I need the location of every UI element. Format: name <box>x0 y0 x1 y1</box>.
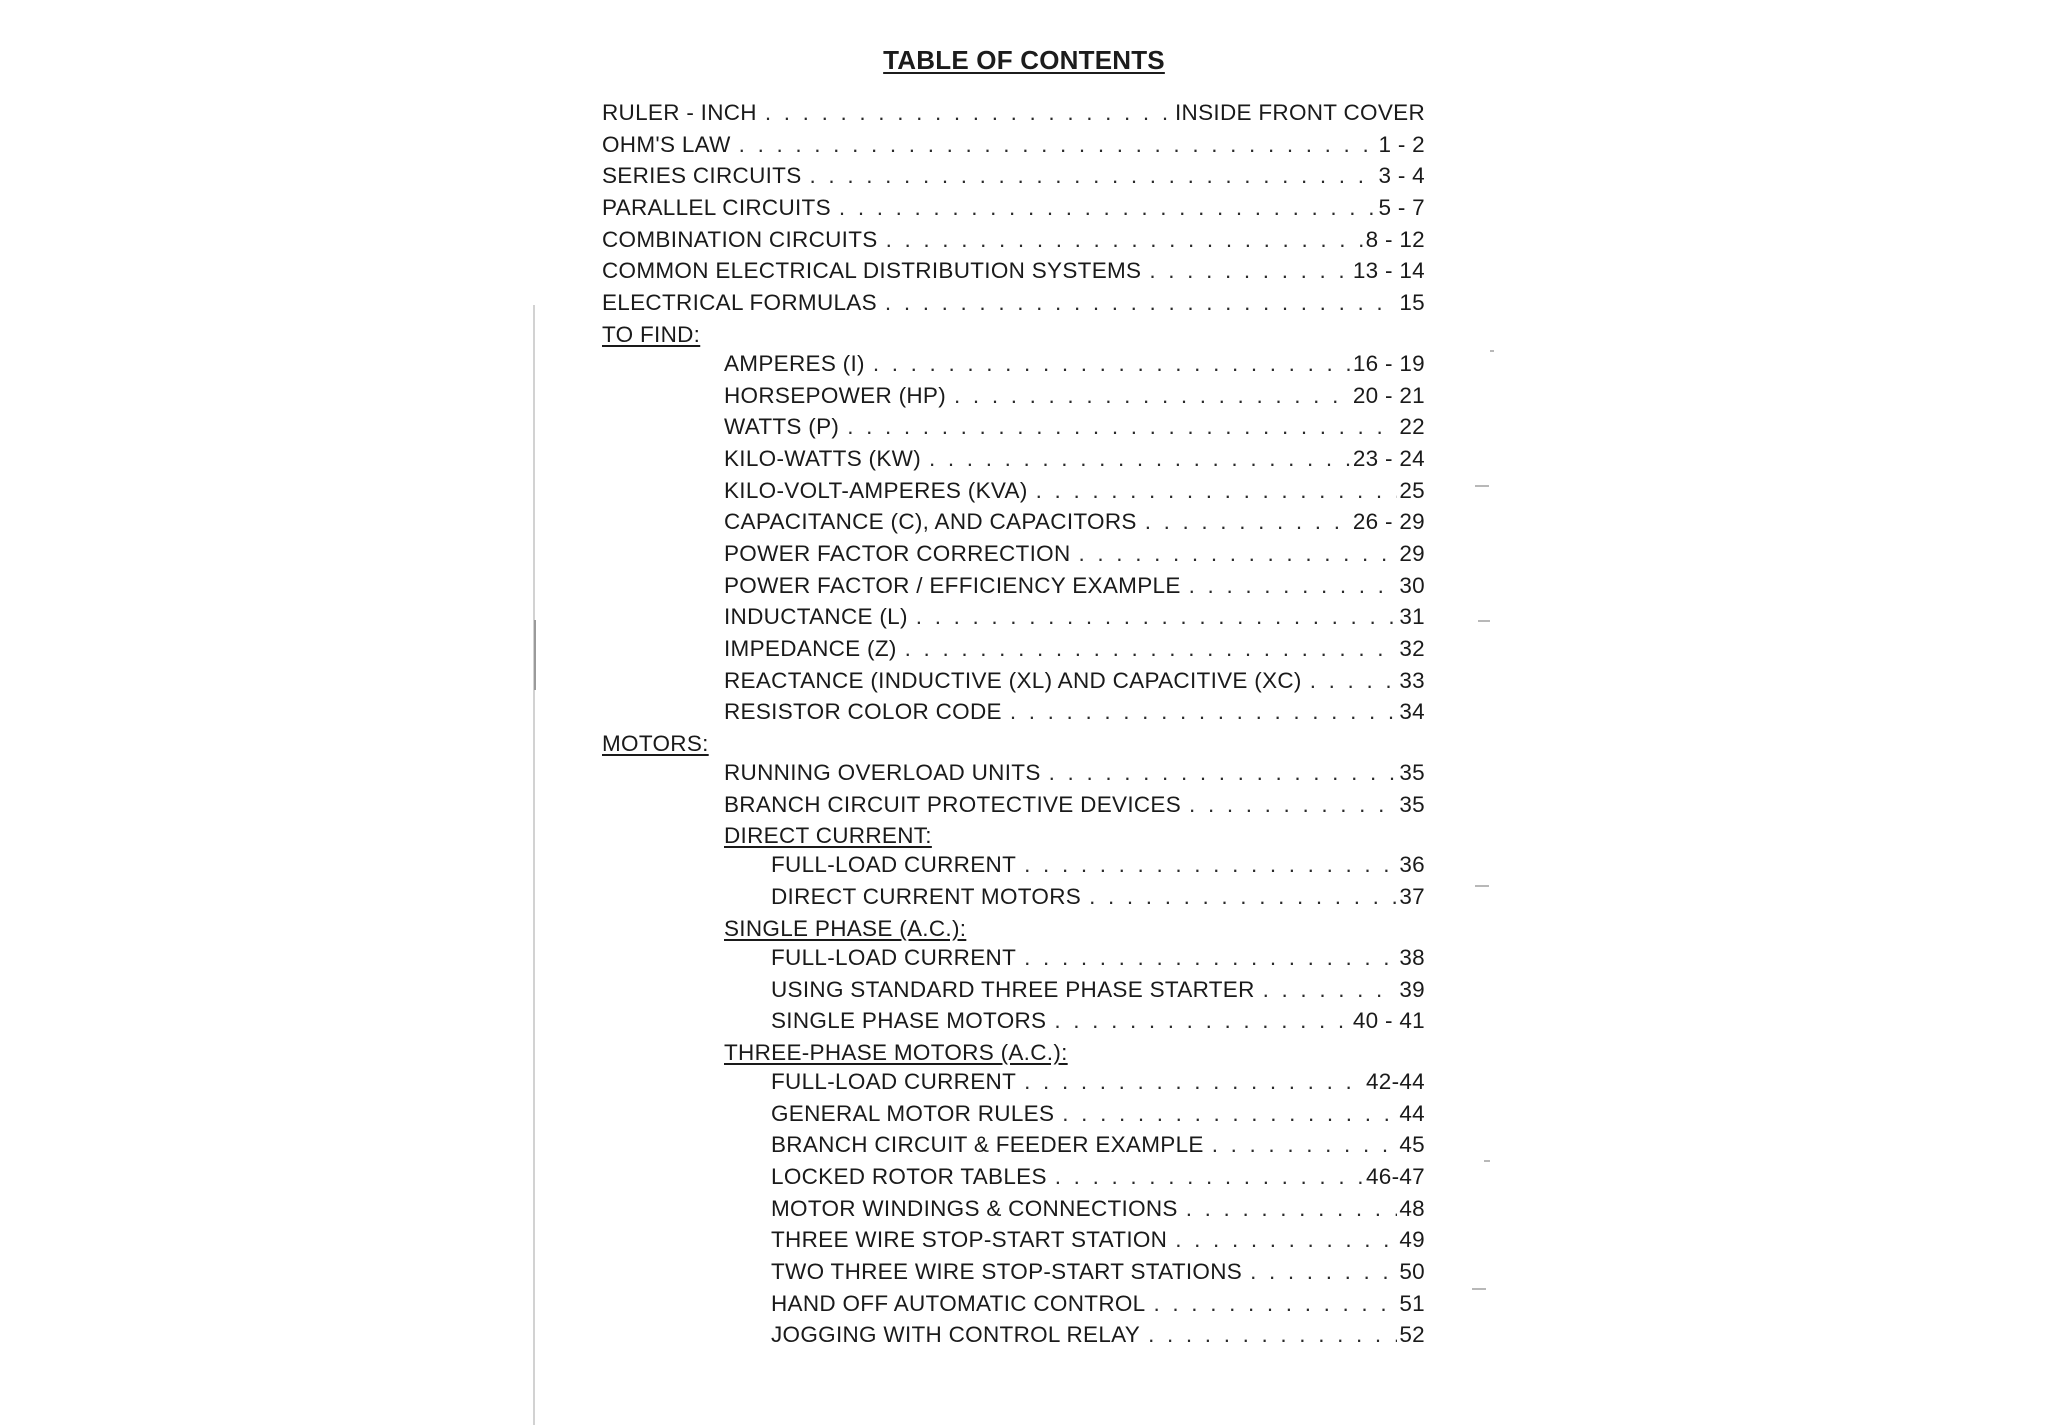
toc-entry <box>602 351 1425 383</box>
toc-entry-label: FULL-LOAD CURRENT <box>771 944 1017 970</box>
toc-entry-page: 26 - 29 <box>1352 509 1425 535</box>
dot-leader <box>1153 1291 1397 1317</box>
toc-entry-page: 8 - 12 <box>1365 226 1425 252</box>
toc-entry <box>602 1008 1425 1040</box>
section-heading-label: MOTORS: <box>602 731 709 757</box>
toc-entry-label: REACTANCE (INDUCTIVE (XL) AND CAPACITIVE (XC) <box>724 667 1302 693</box>
dot-leader <box>1049 760 1398 786</box>
toc-entry <box>602 383 1425 415</box>
dot-leader <box>1148 1322 1397 1348</box>
dot-leader <box>886 227 1364 253</box>
toc-entry-page: 45 <box>1399 1132 1425 1158</box>
toc-entry <box>602 541 1425 573</box>
toc-entry-label: INDUCTANCE (L) <box>724 604 908 630</box>
toc-entry-page: 37 <box>1399 884 1425 910</box>
toc-entry <box>602 573 1425 605</box>
toc-entry-label: KILO-WATTS (KW) <box>724 445 921 471</box>
toc-entry-page: 22 <box>1399 414 1425 440</box>
toc-entry-label: DIRECT CURRENT MOTORS <box>771 884 1082 910</box>
toc-entry-label: RUNNING OVERLOAD UNITS <box>724 760 1041 786</box>
dot-leader <box>1149 258 1350 284</box>
dot-leader <box>739 132 1377 158</box>
toc-entry <box>602 852 1425 884</box>
toc-entry-label: POWER FACTOR / EFFICIENCY EXAMPLE <box>724 572 1181 598</box>
toc-entry-label: USING STANDARD THREE PHASE STARTER <box>771 976 1255 1002</box>
toc-entry-label: AMPERES (I) <box>724 350 865 376</box>
dot-leader <box>1263 977 1398 1003</box>
toc-entry <box>602 446 1425 478</box>
toc-entry <box>602 792 1425 824</box>
toc-entry-page: 31 <box>1399 604 1425 630</box>
toc-entry-page: 52 <box>1399 1322 1425 1348</box>
toc-entry-label: HAND OFF AUTOMATIC CONTROL <box>771 1290 1146 1316</box>
scan-edge-mark <box>534 620 536 690</box>
toc-entry <box>602 100 1425 132</box>
toc-entry <box>602 195 1425 227</box>
toc-entry-label: HORSEPOWER (HP) <box>724 382 947 408</box>
toc-entry <box>602 1291 1425 1323</box>
toc-section-heading <box>602 1040 1425 1069</box>
toc-entry-page: 34 <box>1399 699 1425 725</box>
toc-entry <box>602 604 1425 636</box>
dot-leader <box>1145 509 1351 535</box>
toc-entry-page: 30 <box>1399 572 1425 598</box>
section-heading-label: SINGLE PHASE (A.C.): <box>724 915 967 941</box>
toc-entry-page: 32 <box>1399 636 1425 661</box>
toc-entry <box>602 163 1425 195</box>
dot-leader <box>810 163 1377 189</box>
dot-leader <box>839 195 1377 221</box>
toc-entry-label: FULL-LOAD CURRENT <box>771 852 1017 878</box>
toc-entry-page: 36 <box>1399 852 1425 878</box>
toc-entry-label: WATTS (P) <box>724 414 840 440</box>
toc-entry <box>602 884 1425 916</box>
toc-entry <box>602 290 1425 322</box>
scan-speck <box>1490 350 1494 352</box>
toc-entry-page: 20 - 21 <box>1352 382 1425 408</box>
toc-entry-page: INSIDE FRONT COVER <box>1174 100 1425 125</box>
toc-entry-page: 46-47 <box>1365 1163 1425 1189</box>
toc-entry-page: 1 - 2 <box>1378 131 1425 157</box>
toc-entry <box>602 668 1425 700</box>
toc-entry <box>602 977 1425 1009</box>
dot-leader <box>1310 668 1398 694</box>
toc-entry-page: 38 <box>1399 944 1425 970</box>
toc-entry-page: 33 <box>1399 667 1425 693</box>
toc-entry-label: IMPEDANCE (Z) <box>724 636 897 661</box>
toc-entry-page: 5 - 7 <box>1378 195 1425 221</box>
toc-entry-page: 13 - 14 <box>1352 258 1425 284</box>
dot-leader <box>1089 884 1397 910</box>
toc-section-heading <box>602 322 1425 351</box>
toc-entry-label: TWO THREE WIRE STOP-START STATIONS <box>771 1259 1243 1284</box>
dot-leader <box>929 446 1351 472</box>
toc-entry <box>602 132 1425 164</box>
toc-entry-page: 44 <box>1399 1100 1425 1126</box>
toc-entry <box>602 945 1425 977</box>
dot-leader <box>905 636 1398 662</box>
toc-entry-page: 16 - 19 <box>1352 350 1425 376</box>
dot-leader <box>1024 945 1397 971</box>
toc-entry-page: 35 <box>1399 760 1425 786</box>
dot-leader <box>1054 1008 1350 1034</box>
dot-leader <box>916 604 1398 630</box>
toc-entry <box>602 1069 1425 1101</box>
toc-entry <box>602 1196 1425 1228</box>
page-title: TABLE OF CONTENTS <box>883 45 1165 75</box>
toc-section-heading <box>602 731 1425 760</box>
dot-leader <box>1024 1069 1364 1095</box>
toc-entry <box>602 1164 1425 1196</box>
dot-leader <box>1189 573 1398 599</box>
toc-section-heading <box>602 916 1425 945</box>
toc-entry-label: BRANCH CIRCUIT & FEEDER EXAMPLE <box>771 1132 1204 1158</box>
dot-leader <box>1036 478 1398 504</box>
dot-leader <box>885 290 1397 316</box>
toc-entry <box>602 414 1425 446</box>
toc-entry <box>602 258 1425 290</box>
section-heading-label: TO FIND: <box>602 321 701 347</box>
toc-entry <box>602 760 1425 792</box>
toc-entry-page: 50 <box>1399 1259 1425 1284</box>
toc-entry <box>602 636 1425 668</box>
toc-entry-label: THREE WIRE STOP-START STATION <box>771 1227 1168 1253</box>
section-heading-label: DIRECT CURRENT: <box>724 823 932 849</box>
toc-entry-page: 25 <box>1399 477 1425 503</box>
toc-entry-label: COMBINATION CIRCUITS <box>602 226 878 252</box>
toc-entry-label: KILO-VOLT-AMPERES (KVA) <box>724 477 1028 503</box>
toc-entry-label: GENERAL MOTOR RULES <box>771 1100 1055 1126</box>
toc-entry-page: 29 <box>1399 540 1425 566</box>
dot-leader <box>765 100 1173 126</box>
toc-entry-label: PARALLEL CIRCUITS <box>602 195 831 221</box>
toc-entry <box>602 1101 1425 1133</box>
dot-leader <box>1186 1196 1398 1222</box>
toc-entry <box>602 1322 1425 1354</box>
toc-entry-label: COMMON ELECTRICAL DISTRIBUTION SYSTEMS <box>602 258 1142 284</box>
toc-entry-page: 48 <box>1399 1195 1425 1221</box>
toc-entry-page: 40 - 41 <box>1352 1008 1425 1034</box>
toc-entry <box>602 478 1425 510</box>
scan-speck <box>1472 1288 1486 1290</box>
scan-edge-shadow <box>533 305 535 1425</box>
dot-leader <box>1062 1101 1397 1127</box>
toc-entry <box>602 1259 1425 1291</box>
toc-entry <box>602 227 1425 259</box>
toc-entry-label: LOCKED ROTOR TABLES <box>771 1163 1047 1189</box>
toc-entry <box>602 1227 1425 1259</box>
toc-entry-label: OHM'S LAW <box>602 131 731 157</box>
dot-leader <box>1212 1132 1398 1158</box>
dot-leader <box>1024 852 1397 878</box>
dot-leader <box>1189 792 1397 818</box>
toc-entry-page: 51 <box>1399 1290 1425 1316</box>
scan-speck <box>1475 485 1489 487</box>
toc-entry-page: 35 <box>1399 791 1425 817</box>
toc-section-heading <box>602 823 1425 852</box>
toc-entry-page: 42-44 <box>1365 1068 1425 1094</box>
dot-leader <box>1079 541 1398 567</box>
toc-entry-page: 49 <box>1399 1227 1425 1253</box>
toc-entry-label: ELECTRICAL FORMULAS <box>602 290 877 316</box>
toc-entry-label: CAPACITANCE (C), AND CAPACITORS <box>724 509 1137 535</box>
toc-entry-label: RULER - INCH <box>602 100 757 125</box>
toc-entry-label: POWER FACTOR CORRECTION <box>724 540 1071 566</box>
toc-entry-label: MOTOR WINDINGS & CONNECTIONS <box>771 1195 1178 1221</box>
toc-entry <box>602 1132 1425 1164</box>
toc-entry-page: 3 - 4 <box>1378 163 1425 189</box>
dot-leader <box>1010 699 1398 725</box>
dot-leader <box>1055 1164 1364 1190</box>
toc-entry <box>602 509 1425 541</box>
dot-leader <box>873 351 1351 377</box>
toc-entry-label: SINGLE PHASE MOTORS <box>771 1008 1047 1034</box>
scan-speck <box>1478 620 1490 622</box>
toc-entry-label: SERIES CIRCUITS <box>602 163 802 189</box>
toc-entry-label: BRANCH CIRCUIT PROTECTIVE DEVICES <box>724 791 1182 817</box>
scan-speck <box>1484 1160 1490 1162</box>
dot-leader <box>847 414 1397 440</box>
toc-entry-page: 15 <box>1399 290 1425 316</box>
toc-entry-label: RESISTOR COLOR CODE <box>724 699 1002 725</box>
section-heading-label: THREE-PHASE MOTORS (A.C.): <box>724 1039 1068 1065</box>
table-of-contents <box>602 100 1425 1354</box>
toc-entry-label: JOGGING WITH CONTROL RELAY <box>771 1322 1141 1348</box>
scan-speck <box>1475 885 1489 887</box>
toc-entry-page: 39 <box>1399 976 1425 1002</box>
toc-entry-label: FULL-LOAD CURRENT <box>771 1068 1017 1094</box>
toc-entry <box>602 699 1425 731</box>
dot-leader <box>954 383 1351 409</box>
dot-leader <box>1175 1227 1397 1253</box>
dot-leader <box>1250 1259 1397 1285</box>
toc-entry-page: 23 - 24 <box>1352 445 1425 471</box>
